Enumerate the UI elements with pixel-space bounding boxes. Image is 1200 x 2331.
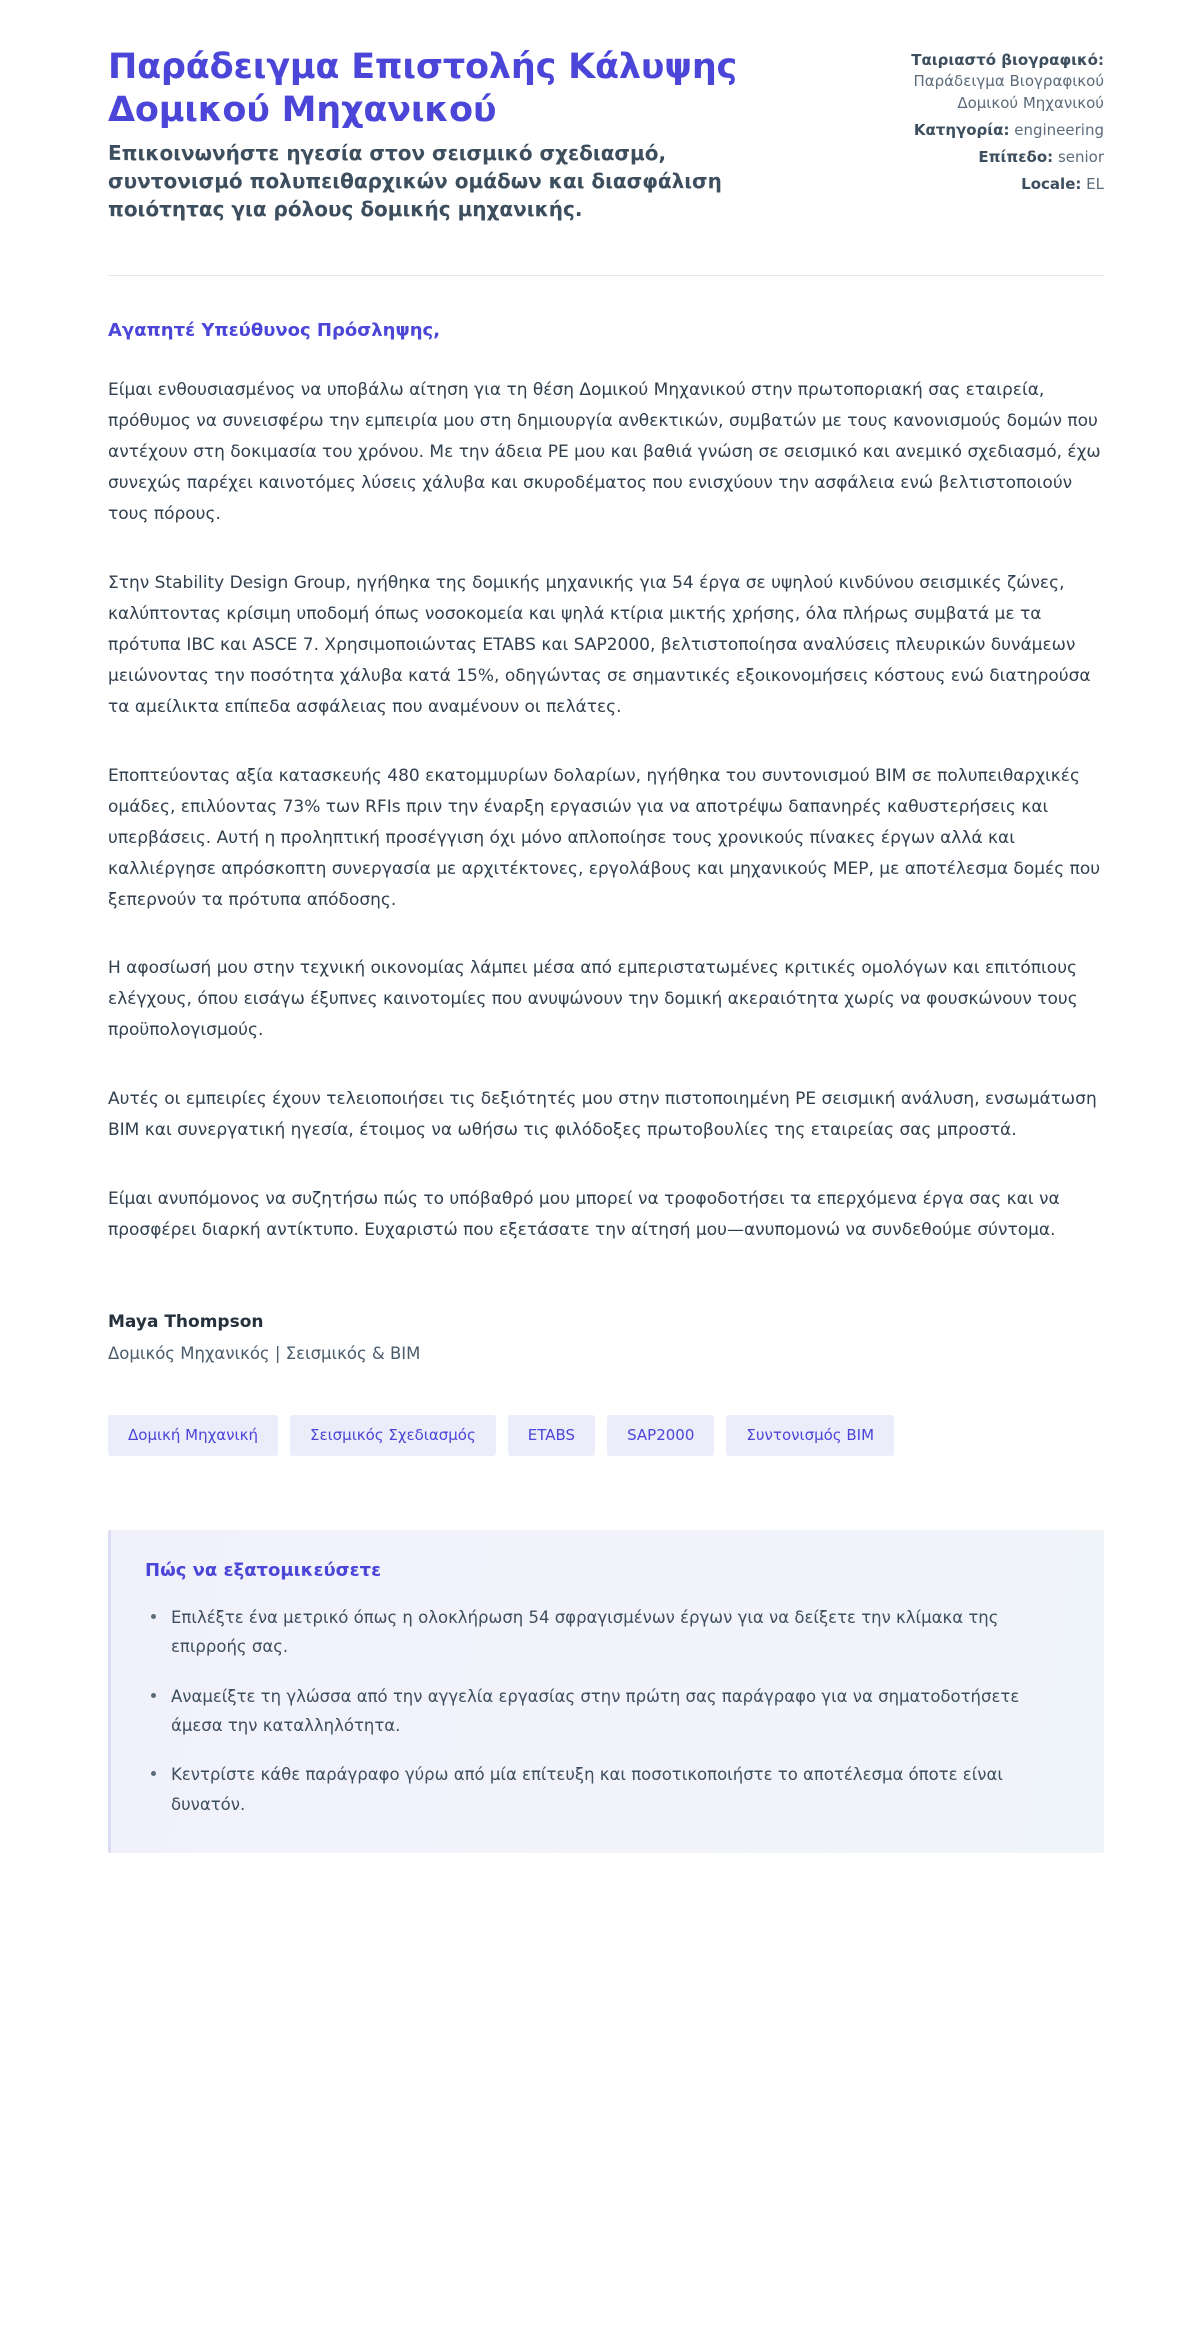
customization-callout [108,1530,1104,1853]
letter-paragraph: Η αφοσίωσή μου στην τεχνική οικονομίας λάμπει μέσα από εμπεριστατωμένες κριτικές ομολόγων και επιτόπιους ελέγχους, όπου εισάγω έξυπνες καινοτομίες που ανυψώνουν την δομική ακεραιότητα χωρίς να φουσκώνουν τους προϋπολογισμούς. [108,958,1078,1041]
level-value: senior [1057,148,1104,167]
locale-value: EL [1086,175,1104,194]
signature-block [108,1312,1104,1363]
tag-list [108,1415,1104,1456]
document-metadata [894,46,1104,198]
metadata-category [894,120,1104,141]
page-header [108,46,1104,223]
header-text-block [108,46,848,223]
metadata-matched-resume [894,50,1104,114]
letter-paragraph: Αυτές οι εμπειρίες έχουν τελειοποιήσει τις δεξιότητές μου στην πιστοποιημένη PE σεισμική ανάλυση, ενσωμάτωση BIM και συνεργατική ηγεσία, έτοιμος να ωθήσω τις φιλόδοξες πρωτοβουλίες της εταιρείας σας μπροστά. [108,1089,1097,1141]
category-label: Κατηγορία: [913,120,1010,139]
callout-title: Πώς να εξατομικεύσετε [145,1560,382,1581]
tag-chip[interactable]: SAP2000 [607,1415,714,1456]
letter-paragraph: Στην Stability Design Group, ηγήθηκα της δομικής μηχανικής για 54 έργα σε υψηλού κινδύνου σεισμικές ζώνες, καλύπτοντας κρίσιμη υποδομή όπως νοσοκομεία και ψηλά κτίρια μικτής χρήσης, όλα πλήρως συμβατά με τα πρότυπα IBC και ASCE 7. Χρησιμοποιώντας ETABS και SAP2000, βελτιστοποίησα αναλύσεις πλευρικών δυνάμεων μειώνοντας την ποσότητα χάλυβα κατά 15%, οδηγώντας σε σημαντικές εξοικονομήσεις κόστους ενώ διατηρούσα τα αμείλικτα επίπεδα ασφάλειας που αναμένουν οι πελάτες. [108,573,1091,717]
list-item: Κεντρίστε κάθε παράγραφο γύρω από μία επίτευξη και ποσοτικοποιήστε το αποτέλεσμα όποτε είναι δυνατόν. [167,1760,1047,1819]
matched-resume-value: Παράδειγμα Βιογραφικού Δομικού Μηχανικού [913,72,1104,112]
signature-name: Maya Thompson [108,1312,264,1332]
tag-chip[interactable]: Δομική Μηχανική [108,1415,278,1456]
matched-resume-label: Ταιριαστό βιογραφικό: [911,51,1104,69]
header-divider [108,275,1104,276]
level-label: Επίπεδο: [978,148,1054,167]
tag-chip[interactable]: Συντονισμός BIM [726,1415,894,1456]
page-title: Παράδειγμα Επιστολής Κάλυψης Δομικού Μηχανικού [108,47,738,130]
letter-paragraph: Είμαι ενθουσιασμένος να υποβάλω αίτηση για τη θέση Δομικού Μηχανικού στην πρωτοποριακή σας εταιρεία, πρόθυμος να συνεισφέρω την εμπειρία μου στη δημιουργία ανθεκτικών, συμβατών με τους κανονισμούς δομών που αντέχουν στη δοκιμασία του χρόνου. Με την άδεια PE μου και βαθιά γνώση σε σεισμικό και ανεμικό σχεδιασμό, έχω συνεχώς παρέχει καινοτόμες λύσεις χάλυβα και σκυροδέματος που ενισχύουν την ασφάλεια ενώ βελτιστοποιούν τους πόρους. [108,380,1101,525]
metadata-level [894,147,1104,168]
letter-paragraph: Είμαι ανυπόμονος να συζητήσω πώς το υπόβαθρό μου μπορεί να τροφοδοτήσει τα επερχόμενα έργα σας και να προσφέρει διαρκή αντίκτυπο. Ευχαριστώ που εξετάσατε την αίτησή μου—ανυπομονώ να συνδεθούμε σύντομα. [108,1189,1060,1241]
list-item: Επιλέξτε ένα μετρικό όπως η ολοκλήρωση 54 σφραγισμένων έργων για να δείξετε την κλίμακα της επιρροής σας. [167,1603,1047,1662]
letter-paragraph: Εποπτεύοντας αξία κατασκευής 480 εκατομμυρίων δολαρίων, ηγήθηκα του συντονισμού BIM σε πολυπειθαρχικές ομάδες, επιλύοντας 73% των RFIs πριν την έναρξη εργασιών για να αποτρέψω δαπανηρές καθυστερήσεις και υπερβάσεις. Αυτή η προληπτική προσέγγιση όχι μόνο απλοποίησε τους χρονικούς πίνακες έργων αλλά και καλλιέργησε απρόσκοπτη συνεργασία με αρχιτέκτονες, εργολάβους και μηχανικούς MEP, με αποτέλεσμα δομές που ξεπερνούν τα πρότυπα απόδοσης. [108,765,1101,910]
tag-chip[interactable]: Σεισμικός Σχεδιασμός [290,1415,496,1456]
metadata-locale [894,174,1104,195]
letter-body [108,320,1104,1246]
locale-label: Locale: [1021,175,1082,194]
letter-salutation: Αγαπητέ Υπεύθυνος Πρόσληψης, [108,320,441,342]
page-subtitle: Επικοινωνήστε ηγεσία στον σεισμικό σχεδιασμό, συντονισμό πολυπειθαρχικών ομάδων και διασφάλιση ποιότητας για ρόλους δομικής μηχανικής. [108,141,722,222]
list-item: Αναμείξτε τη γλώσσα από την αγγελία εργασίας στην πρώτη σας παράγραφο για να σηματοδοτήσετε άμεσα την καταλληλότητα. [167,1682,1047,1741]
tag-chip[interactable]: ETABS [508,1415,595,1456]
signature-role: Δομικός Μηχανικός | Σεισμικός & BIM [108,1344,421,1363]
category-value: engineering [1014,120,1104,139]
callout-list [145,1603,1068,1819]
